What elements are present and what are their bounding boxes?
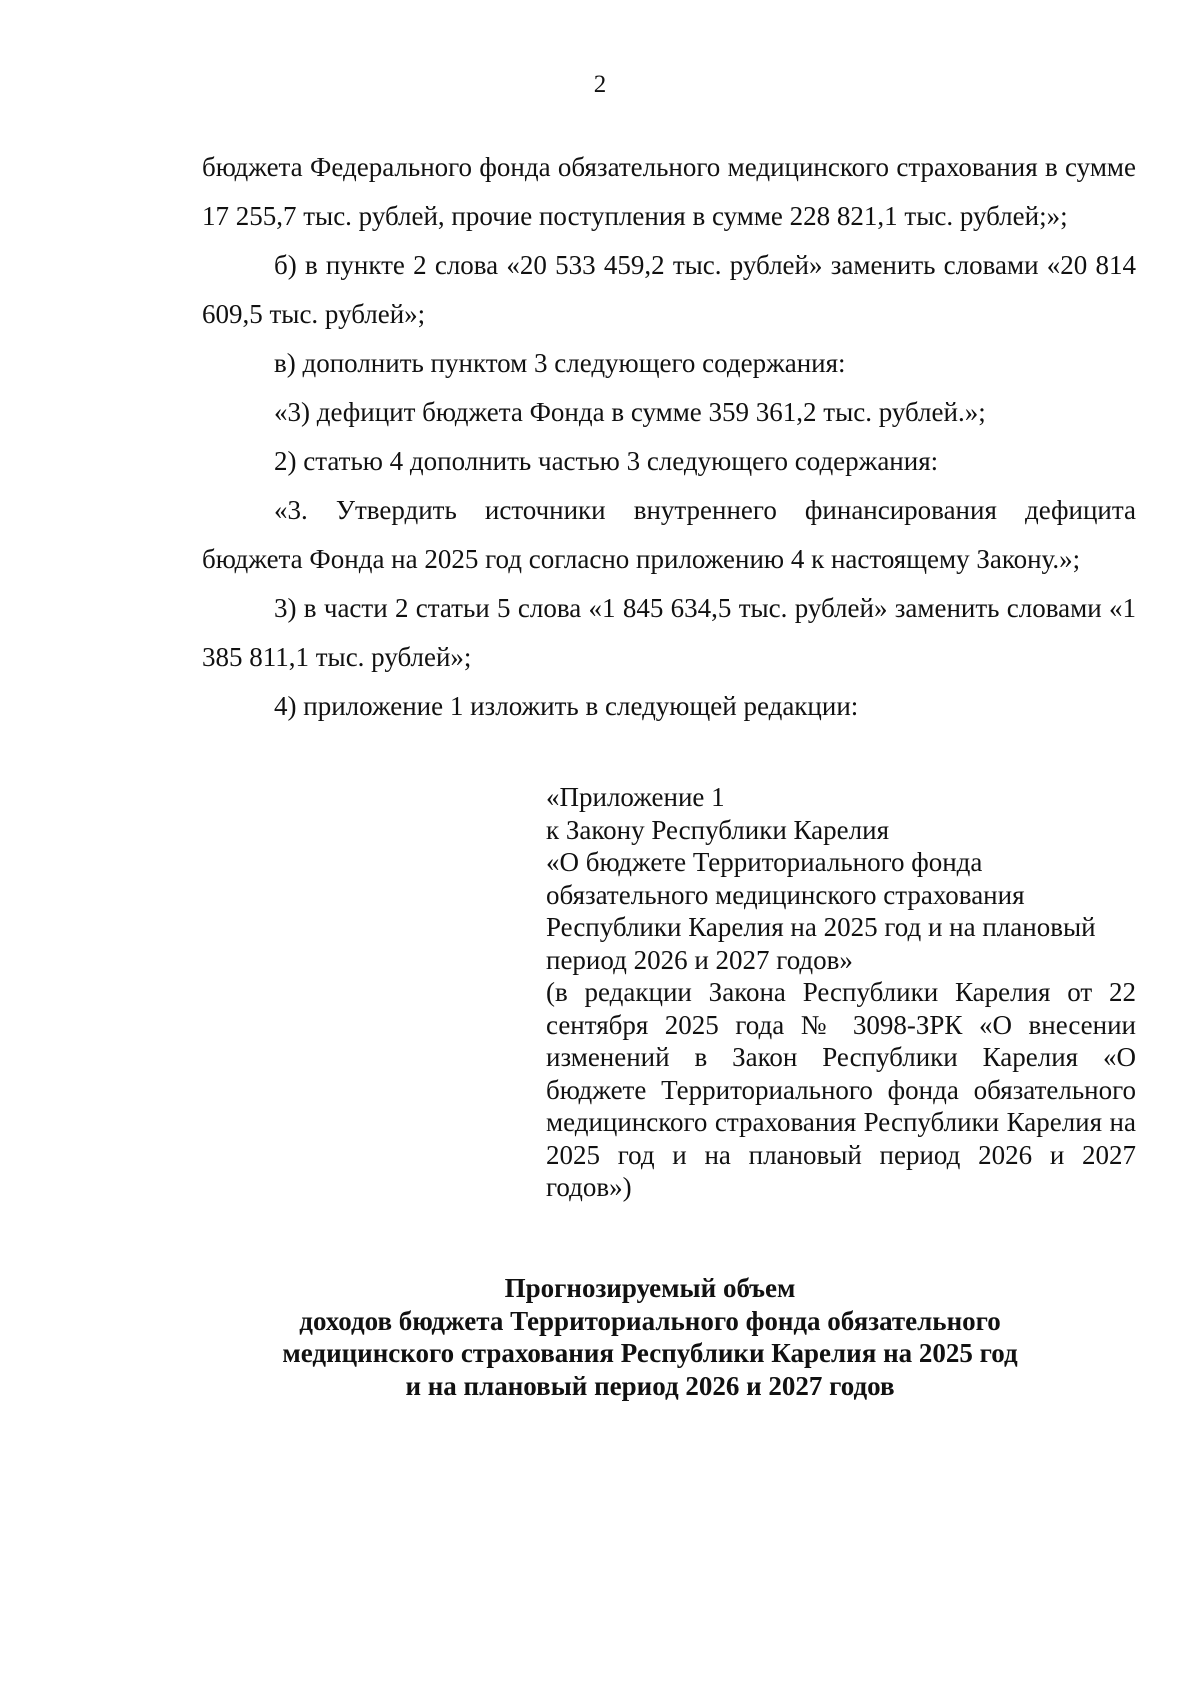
page-number: 2 (593, 71, 607, 98)
paragraph-quoted-point-3: «3) дефицит бюджета Фонда в сумме 359 361,2 тыс. рублей.»; (274, 397, 986, 427)
paragraph-item-2: 2) статью 4 дополнить частью 3 следующего содержания: (274, 446, 939, 476)
section-heading (220, 1272, 1080, 1402)
paragraph-item-4: 4) приложение 1 изложить в следующей редакции: (274, 691, 859, 721)
annex-line: период 2026 и 2027 годов» (546, 944, 853, 975)
heading-line: медицинского страхования Республики Карелия на 2025 год (282, 1338, 1018, 1368)
annex-line: к Закону Республики Карелия (546, 814, 889, 845)
paragraph-item-v: в) дополнить пунктом 3 следующего содержания: (274, 348, 846, 378)
heading-line: и на плановый период 2026 и 2027 годов (405, 1370, 895, 1401)
annex-line: обязательного медицинского страхования (546, 879, 1025, 910)
annex-title: «Приложение 1 (546, 782, 725, 812)
annex-revision-note: (в редакции Закона Республики Карелия от 22 сентября 2025 года № 3098-ЗРК «О внесении изменений в Закон Республики Карелия «О бюджете Территориального фонда обязательного медицинского страхования Республики Карелия на 2025 год и на плановый период 2026 и 2027 годов») (546, 977, 1136, 1202)
paragraph-item-b: б) в пункте 2 слова «20 533 459,2 тыс. рублей» заменить словами «20 814 609,5 тыс. рублей»; (202, 250, 1136, 329)
annex-line: «О бюджете Территориального фонда (546, 847, 983, 877)
heading-line: Прогнозируемый объем (504, 1273, 796, 1303)
law-amendment-text (202, 143, 1136, 731)
annex-header-block (546, 781, 1136, 1204)
annex-line: Республики Карелия на 2025 год и на плановый (546, 912, 1096, 942)
paragraph-item-3: 3) в части 2 статьи 5 слова «1 845 634,5 тыс. рублей» заменить словами «1 385 811,1 тыс. рублей»; (202, 593, 1136, 672)
heading-line: доходов бюджета Территориального фонда обязательного (299, 1305, 1001, 1336)
paragraph-continuation: бюджета Федерального фонда обязательного медицинского страхования в сумме 17 255,7 тыс. рублей, прочие поступления в сумме 228 821,1 тыс. рублей;»; (202, 152, 1136, 231)
paragraph-quoted-part-3: «3. Утвердить источники внутреннего финансирования дефицита бюджета Фонда на 2025 год согласно приложению 4 к настоящему Закону.»; (202, 495, 1136, 574)
